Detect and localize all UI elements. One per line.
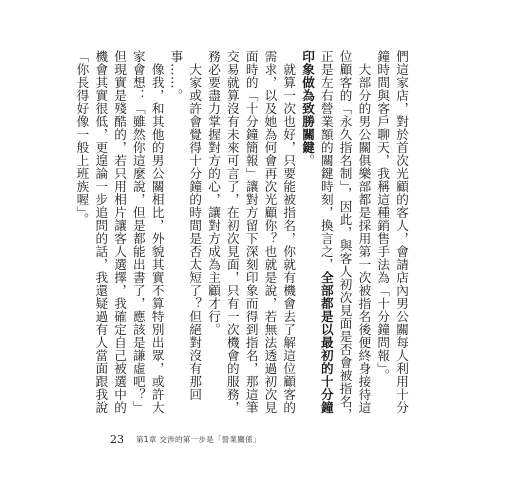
paragraph-text: 大部分的男公關俱樂部都是採用第一次被指名後便終身接待這位顧客的「永久指名制」，因此，與客人初次見面是否會被指名，正是左右營業額的關鍵時刻，換言之，: [318, 50, 372, 421]
paragraph: [372, 50, 410, 426]
paragraph: [203, 50, 297, 426]
paragraph-text: 像我，和其他的男公關相比，外貌其實不算特別出眾，或許大家會想：「雖然你這麼說，但是都能出書了，應該是謙虛吧？」但現實是殘酷的，若只用相片讓客人選擇，我確定自己被選中的機會其實很低，更遑論一步追問的話，我還疑過有人當面跟我說「你長得好像一般上班族喔」。: [74, 50, 165, 414]
paragraph-text: 大家或許會覺得十分鐘的時間是否太短了？但絕對沒有那回事……。: [168, 50, 203, 401]
emphasized-text: 全部都是以最初的十分鐘印象做為致勝關鍵: [300, 50, 334, 414]
paragraph: [166, 50, 204, 426]
paragraph-text: 就算一次也好，只要能被指名，你就有機會去了解這位顧客的需求，以及她為何會再次光顧你？也就是說，若無法透過初次見面時的「十分鐘簡報」讓對方留下深刻印象而得到指名，那這筆交易就算沒有未來可言了，在初次見面，只有一次機會的服務，務必要盡力掌握對方的心，讓對方成為主顧才行。: [206, 50, 297, 414]
running-head: 第1章 交涉的第一步是「營業關係」: [136, 434, 261, 444]
paragraph: [72, 50, 166, 426]
paragraph-text: 們這家店，對於首次光顧的客人，會請店內男公關每人利用十分鐘時間與客戶聊天，我稱這種銷售手法為「十分鐘問報」。: [375, 50, 409, 414]
page-number: 23: [110, 432, 124, 446]
paragraph-text: 。: [300, 154, 316, 167]
body-text: [74, 50, 410, 426]
page-footer: [110, 432, 261, 446]
paragraph: [297, 50, 372, 426]
